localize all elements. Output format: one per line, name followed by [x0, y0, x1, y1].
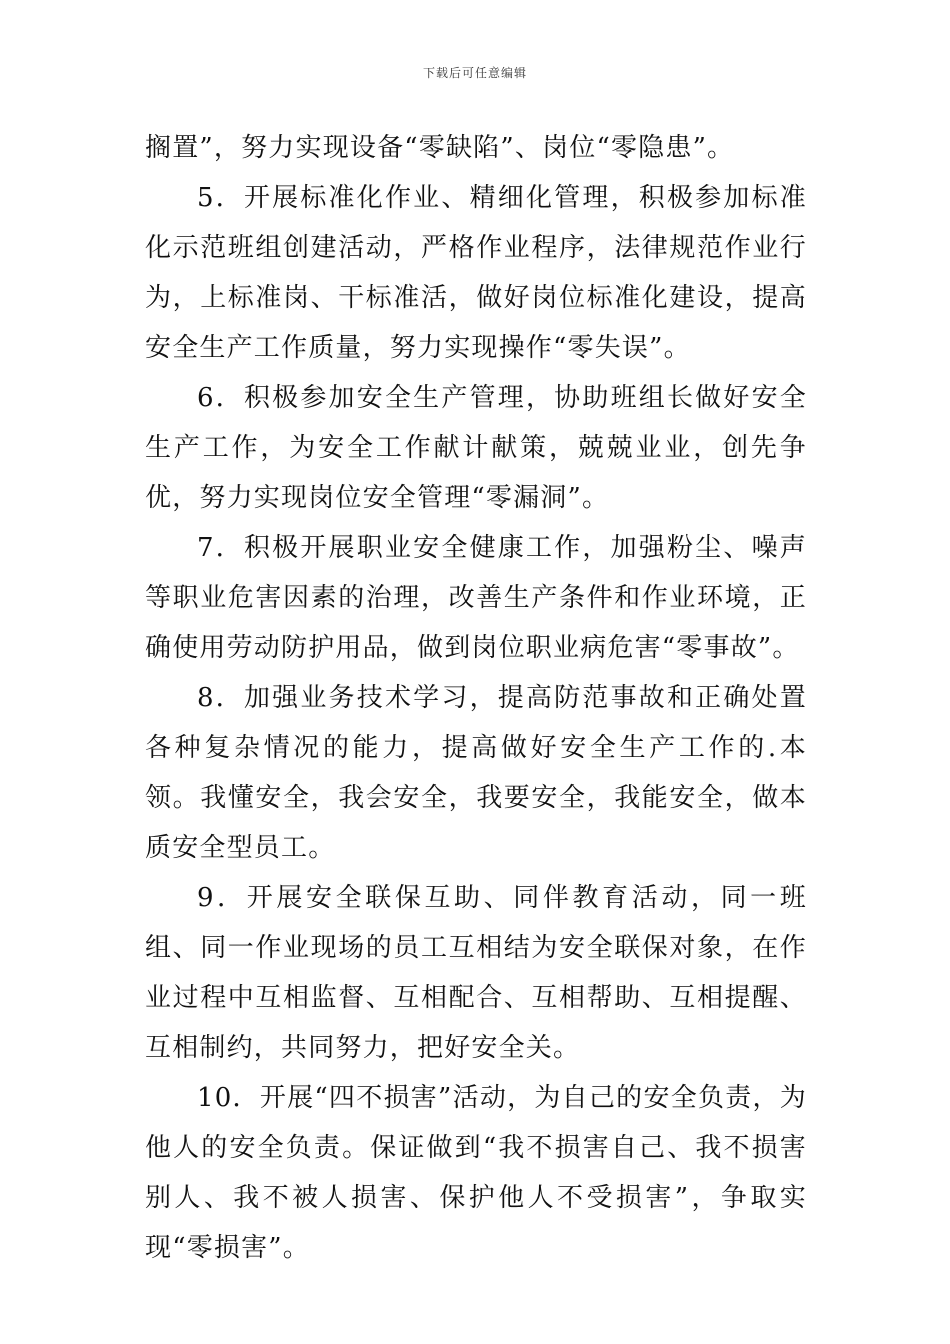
paragraph-item-10: 10．开展“四不损害”活动，为自己的安全负责，为他人的安全负责。保证做到“我不损害自己、我不损害别人、我不被人损害、保护他人不受损害”，争取实现“零损害”。	[145, 1083, 807, 1263]
page-header-note: 下载后可任意编辑	[422, 66, 527, 80]
paragraph-item-7: 7．积极开展职业安全健康工作，加强粉尘、噪声等职业危害因素的治理，改善生产条件和作业环境，正确使用劳动防护用品，做到岗位职业病危害“零事故”。	[145, 533, 807, 663]
paragraph-continuation: 搁置”，努力实现设备“零缺陷”、岗位“零隐患”。	[145, 133, 735, 163]
document-body	[145, 123, 807, 1273]
paragraph-item-6: 6．积极参加安全生产管理，协助班组长做好安全生产工作，为安全工作献计献策，兢兢业业，创先争优，努力实现岗位安全管理“零漏洞”。	[145, 383, 807, 513]
paragraph-item-5: 5．开展标准化作业、精细化管理，积极参加标准化示范班组创建活动，严格作业程序，法律规范作业行为，上标准岗、干标准活，做好岗位标准化建设，提高安全生产工作质量，努力实现操作“零失误”。	[145, 183, 807, 363]
paragraph-item-8: 8．加强业务技术学习，提高防范事故和正确处置各种复杂情况的能力，提高做好安全生产工作的.本领。我懂安全，我会安全，我要安全，我能安全，做本质安全型员工。	[145, 683, 807, 863]
paragraph-item-9: 9．开展安全联保互助、同伴教育活动，同一班组、同一作业现场的员工互相结为安全联保对象，在作业过程中互相监督、互相配合、互相帮助、互相提醒、互相制约，共同努力，把好安全关。	[145, 883, 807, 1063]
